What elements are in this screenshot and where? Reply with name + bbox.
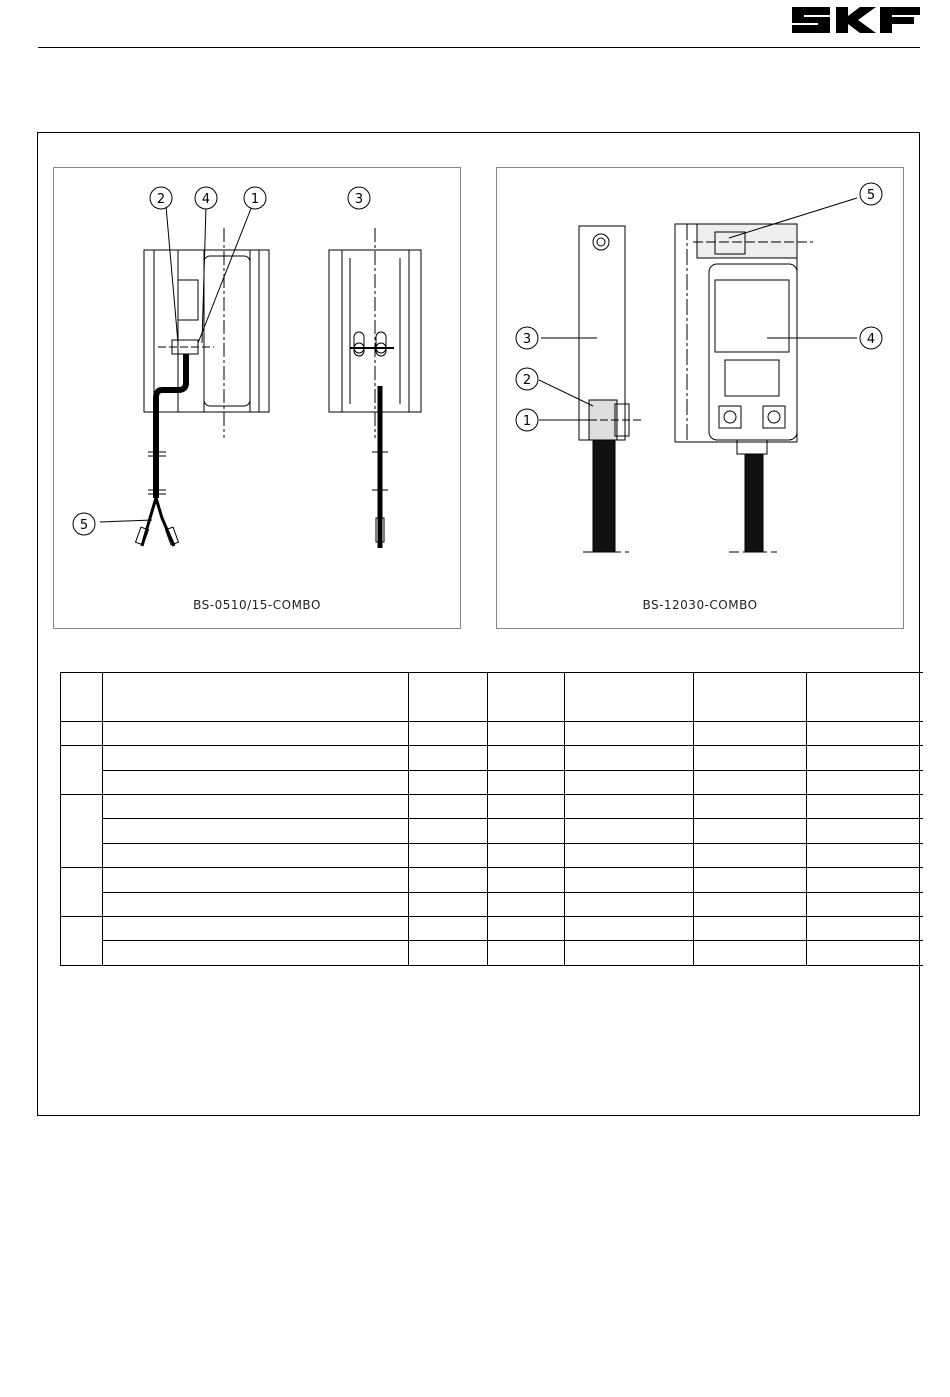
- callout-5: 5: [866, 188, 876, 203]
- table-cell: [807, 843, 923, 867]
- table-row: [61, 770, 923, 794]
- group-cell: [61, 795, 103, 868]
- table-cell: [694, 941, 807, 966]
- table-cell: [565, 770, 694, 794]
- technical-drawing-1: [54, 168, 460, 628]
- table-row: [61, 868, 923, 892]
- drawing-bs-12030-combo: [496, 167, 904, 629]
- table-cell: [807, 868, 923, 892]
- callout-3: 3: [522, 332, 532, 347]
- table-header-row: [61, 673, 923, 722]
- table-cell: [694, 770, 807, 794]
- table-cell: [409, 770, 488, 794]
- table-cell: [488, 819, 565, 843]
- table-cell: [488, 721, 565, 745]
- callout-2: 2: [522, 373, 532, 388]
- skf-logo-mark: [790, 4, 922, 36]
- table-cell: [103, 795, 409, 819]
- group-cell: [61, 721, 103, 745]
- table-cell: [409, 746, 488, 770]
- callout-4: 4: [866, 332, 876, 347]
- table-cell: [565, 746, 694, 770]
- table-cell: [694, 868, 807, 892]
- parts-table: [60, 672, 923, 966]
- table-header-cell: [103, 673, 409, 722]
- table-row: [61, 819, 923, 843]
- table-row: [61, 843, 923, 867]
- table-row: [61, 917, 923, 941]
- table-cell: [807, 746, 923, 770]
- table-cell: [409, 941, 488, 966]
- table-cell: [807, 819, 923, 843]
- table-cell: [409, 868, 488, 892]
- table-cell: [488, 892, 565, 916]
- table-cell: [488, 941, 565, 966]
- table-header-cell: [61, 673, 103, 722]
- table-cell: [807, 795, 923, 819]
- table-cell: [565, 721, 694, 745]
- table-cell: [694, 795, 807, 819]
- table-cell: [807, 892, 923, 916]
- callout-1: 1: [250, 192, 260, 207]
- table-cell: [409, 843, 488, 867]
- table-cell: [103, 843, 409, 867]
- table-cell: [409, 819, 488, 843]
- drawing-caption: BS-0510/15-COMBO: [193, 598, 321, 612]
- table-cell: [565, 917, 694, 941]
- table-header-cell: [565, 673, 694, 722]
- table-cell: [488, 917, 565, 941]
- table-cell: [807, 941, 923, 966]
- table-cell: [565, 795, 694, 819]
- table-cell: [565, 868, 694, 892]
- group-cell: [61, 917, 103, 966]
- table-row: [61, 721, 923, 745]
- table-cell: [565, 819, 694, 843]
- table-row: [61, 746, 923, 770]
- table-cell: [694, 917, 807, 941]
- table-cell: [488, 770, 565, 794]
- table-header-cell: [807, 673, 923, 722]
- table-cell: [807, 917, 923, 941]
- skf-logo: [790, 4, 922, 36]
- table-cell: [565, 941, 694, 966]
- callout-1: 1: [522, 414, 532, 429]
- group-cell: [61, 746, 103, 795]
- drawing-bs-0510-15-combo: [53, 167, 461, 629]
- table-row: [61, 941, 923, 966]
- table-cell: [694, 843, 807, 867]
- table-cell: [694, 721, 807, 745]
- table-cell: [103, 917, 409, 941]
- table-cell: [807, 721, 923, 745]
- table-cell: [103, 941, 409, 966]
- callout-4: 4: [201, 192, 211, 207]
- table-cell: [103, 868, 409, 892]
- table-header-cell: [488, 673, 565, 722]
- technical-drawing-2: [497, 168, 903, 628]
- header-rule: [38, 47, 920, 48]
- table-cell: [409, 917, 488, 941]
- table-cell: [694, 746, 807, 770]
- table-cell: [103, 819, 409, 843]
- callout-5: 5: [79, 518, 89, 533]
- table-cell: [409, 795, 488, 819]
- table-header-cell: [694, 673, 807, 722]
- table-cell: [103, 721, 409, 745]
- table-cell: [488, 746, 565, 770]
- table-cell: [488, 843, 565, 867]
- table-cell: [103, 746, 409, 770]
- table-header-cell: [409, 673, 488, 722]
- table-cell: [488, 868, 565, 892]
- table-cell: [409, 892, 488, 916]
- table-cell: [565, 892, 694, 916]
- table-cell: [565, 843, 694, 867]
- callout-2: 2: [156, 192, 166, 207]
- callout-3: 3: [354, 192, 364, 207]
- table-row: [61, 892, 923, 916]
- table-cell: [694, 892, 807, 916]
- group-cell: [61, 868, 103, 917]
- drawing-caption: BS-12030-COMBO: [642, 598, 758, 612]
- table-cell: [409, 721, 488, 745]
- table-cell: [807, 770, 923, 794]
- table-row: [61, 795, 923, 819]
- table-cell: [488, 795, 565, 819]
- table-cell: [103, 892, 409, 916]
- table-cell: [103, 770, 409, 794]
- table-cell: [694, 819, 807, 843]
